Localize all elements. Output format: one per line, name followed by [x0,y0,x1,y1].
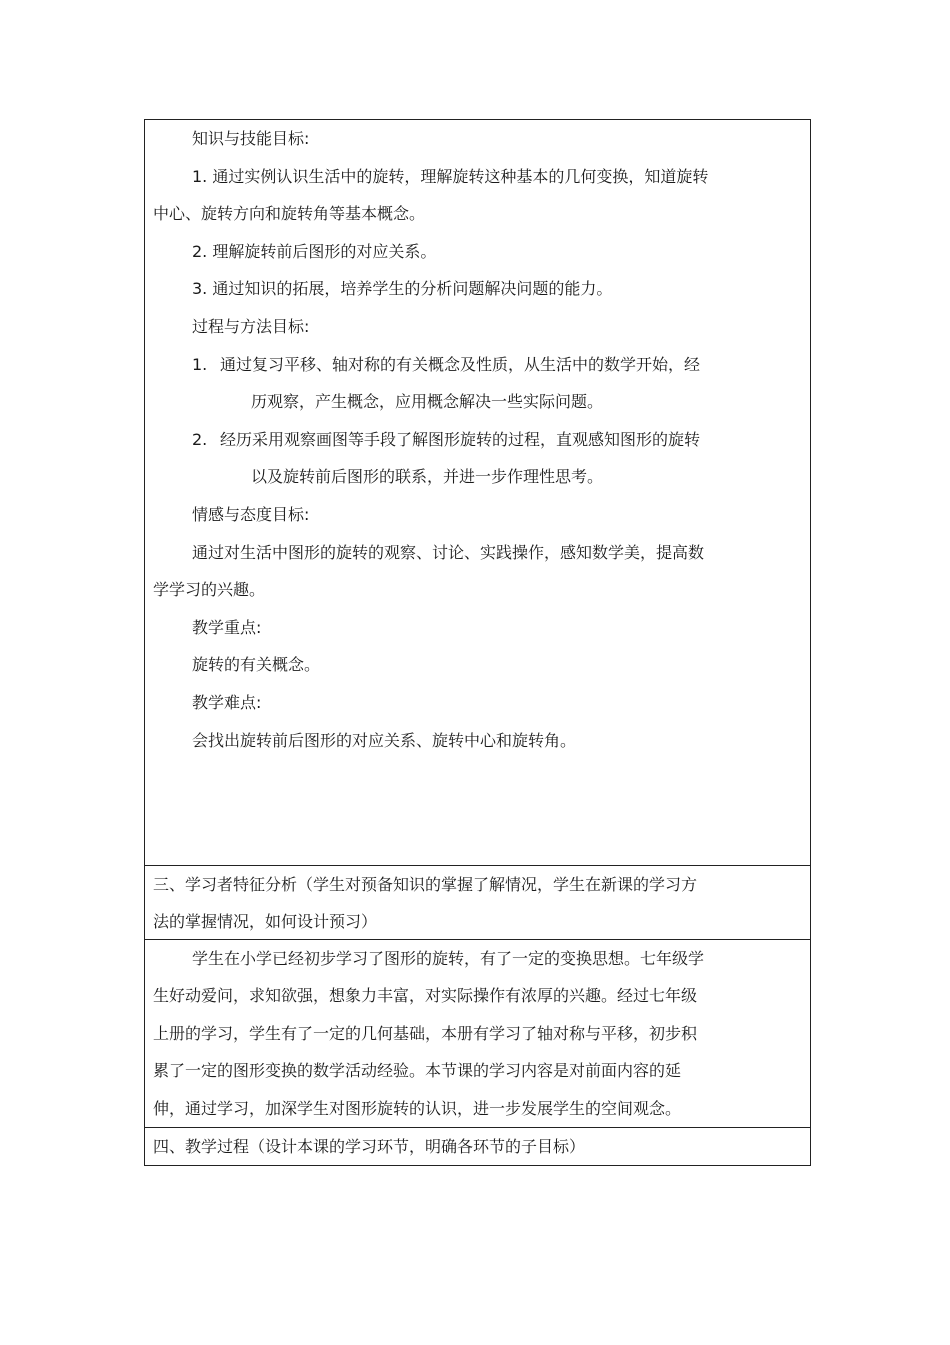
knowledge-item-1-line-2: 中心、旋转方向和旋转角等基本概念。 [153,204,426,224]
difficult-point-heading: 教学难点: [192,692,262,712]
process-item-1-text: 通过复习平移、轴对称的有关概念及性质，从生活中的数学开始，经 [220,354,701,374]
process-item-1-line-1 [145,346,810,384]
key-point-heading: 教学重点: [192,617,262,637]
section-3-body-line-2: 生好动爱问，求知欲强，想象力丰富，对实际操作有浓厚的兴趣。经过七年级 [153,986,698,1006]
process-item-2-number: 2. [192,429,208,449]
process-item-1-line-2: 历观察，产生概念，应用概念解决一些实际问题。 [251,392,604,412]
section-3-body-line-5: 伸，通过学习，加深学生对图形旋转的认识，进一步发展学生的空间观念。 [153,1098,682,1118]
difficult-point-text: 会找出旋转前后图形的对应关系、旋转中心和旋转角。 [192,730,577,750]
emotion-line-1: 通过对生活中图形的旋转的观察、讨论、实践操作，感知数学美，提高数 [192,542,705,562]
section-3-title-line-2: 法的掌握情况，如何设计预习） [153,911,378,931]
objectives-cell [144,119,811,866]
emotion-line-2: 学学习的兴趣。 [153,580,266,600]
section-4-title: 四、教学过程（设计本课的学习环节，明确各环节的子目标） [153,1137,586,1156]
emotion-heading: 情感与态度目标: [192,504,310,524]
key-point-text: 旋转的有关概念。 [192,655,321,675]
knowledge-item-1-line-1: 1. 通过实例认识生活中的旋转，理解旋转这种基本的几何变换，知道旋转 [192,166,709,186]
process-item-2-line-2: 以及旋转前后图形的联系，并进一步作理性思考。 [251,467,604,487]
lesson-plan-table [144,119,811,1166]
knowledge-heading: 知识与技能目标: [192,129,310,148]
section-3-title-line-1: 三、学习者特征分析（学生对预备知识的掌握了解情况，学生在新课的学习方 [153,875,698,894]
section-3-body-line-1: 学生在小学已经初步学习了图形的旋转，有了一定的变换思想。七年级学 [192,949,705,968]
section-3-body-line-3: 上册的学习，学生有了一定的几何基础，本册有学习了轴对称与平移，初步积 [153,1023,698,1043]
knowledge-item-3: 3. 通过知识的拓展，培养学生的分析问题解决问题的能力。 [192,279,613,299]
section-3-body-cell [144,940,811,1128]
section-3-heading-cell [144,866,811,940]
knowledge-item-2: 2. 理解旋转前后图形的对应关系。 [192,241,437,261]
section-3-body-line-4: 累了一定的图形变换的数学活动经验。本节课的学习内容是对前面内容的延 [153,1061,682,1081]
process-item-2-text: 经历采用观察画图等手段了解图形旋转的过程，直观感知图形的旋转 [220,429,701,449]
process-item-2-line-1 [145,421,810,459]
process-heading: 过程与方法目标: [192,316,310,336]
section-4-heading-cell [144,1128,811,1166]
process-item-1-number: 1. [192,354,208,374]
